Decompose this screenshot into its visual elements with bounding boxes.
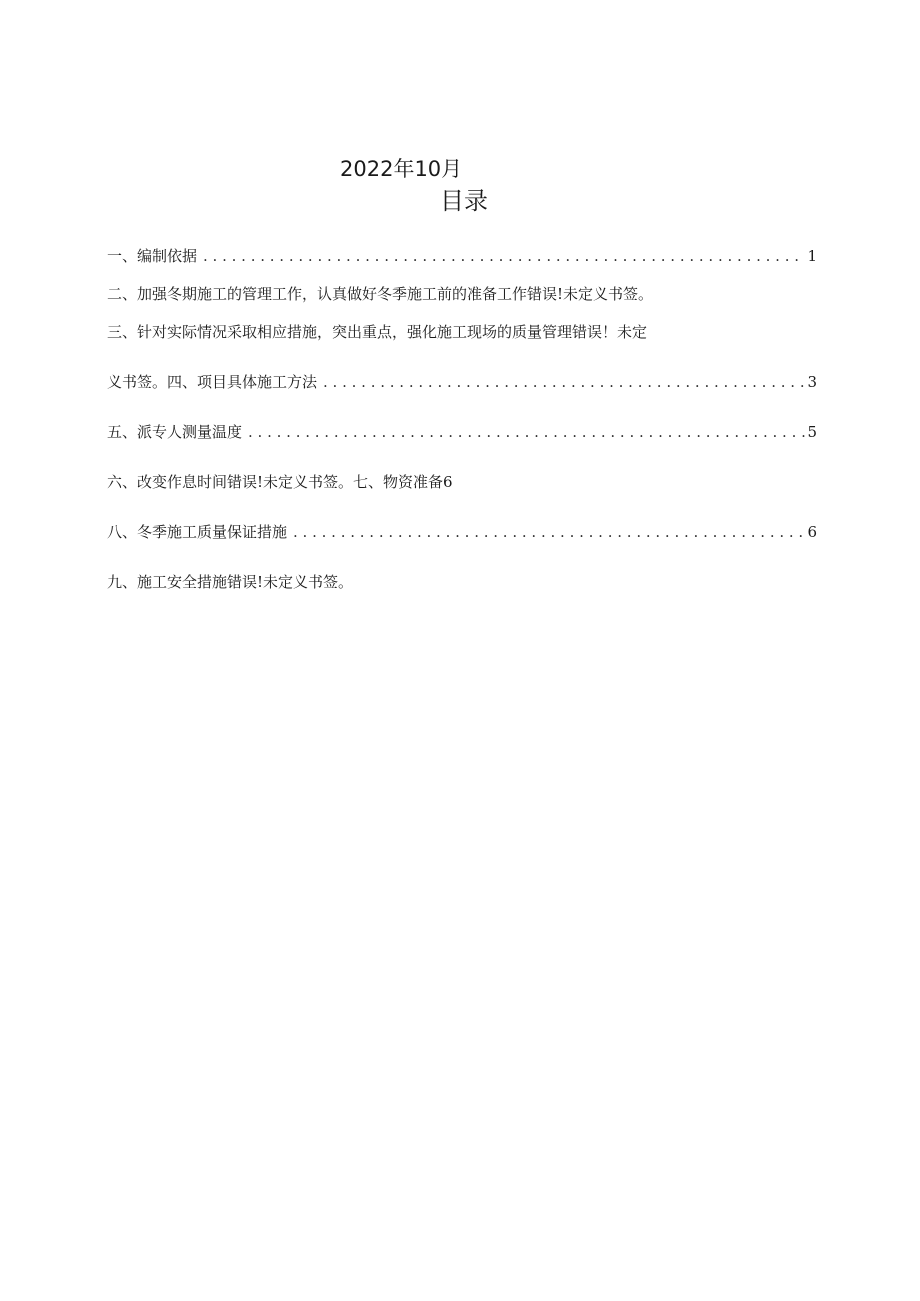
toc-leader-dots (248, 420, 805, 444)
toc-entry-2[interactable] (107, 282, 817, 306)
toc-entry-7[interactable] (107, 520, 817, 544)
toc-entry-page: 1 (807, 247, 817, 265)
toc-entry-text: 义书签。四、项目具体施工方法 (107, 373, 318, 391)
toc-entry-1[interactable] (107, 244, 817, 268)
toc-title: 目录 (440, 187, 488, 215)
toc-entry-page: 5 (807, 423, 817, 441)
toc-entry-page: 3 (807, 373, 817, 391)
toc-entry-5[interactable] (107, 420, 817, 444)
toc-entry-3[interactable] (107, 320, 817, 344)
toc-entry-text: 五、派专人测量温度 (107, 423, 243, 441)
toc-entry-text: 三、针对实际情况采取相应措施，突出重点，强化施工现场的质量管理错误！未定 (107, 323, 648, 341)
toc-leader-dots (203, 244, 805, 268)
toc-entry-text: 九、施工安全措施错误!未定义书签。 (107, 573, 354, 591)
toc-leader-dots (293, 520, 805, 544)
toc-entry-4[interactable] (107, 370, 817, 394)
toc-entry-6[interactable] (107, 470, 817, 494)
toc-entry-8[interactable] (107, 570, 817, 594)
toc-entry-text: 一、编制依据 (107, 247, 198, 265)
toc-entry-text: 八、冬季施工质量保证措施 (107, 523, 288, 541)
toc-leader-dots (323, 370, 805, 394)
document-date: 2022年10月 (340, 157, 463, 181)
toc-entry-page: 6 (807, 523, 817, 541)
toc-entry-text: 六、改变作息时间错误!未定义书签。七、物资准备6 (107, 473, 453, 491)
toc-entry-text: 二、加强冬期施工的管理工作，认真做好冬季施工前的准备工作错误!未定义书签。 (107, 285, 654, 303)
